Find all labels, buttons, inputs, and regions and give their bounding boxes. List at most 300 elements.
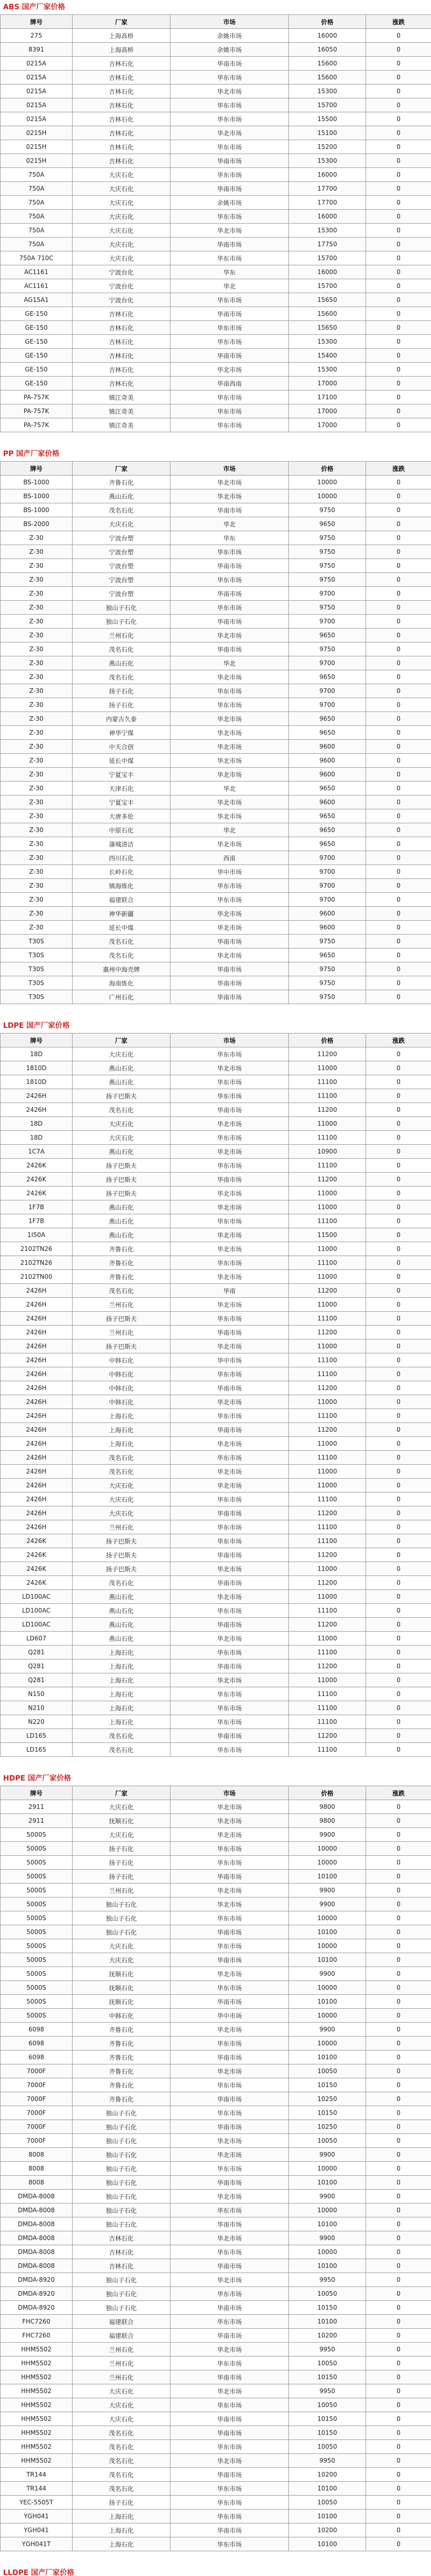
table-cell: 0 (366, 1939, 431, 1953)
table-cell: 神华新疆 (73, 907, 170, 921)
table-cell: 上海高桥 (73, 43, 170, 57)
table-cell: 华南市场 (170, 1729, 289, 1743)
table-cell: 华南市场 (170, 2217, 289, 2231)
table-cell: AG15A1 (1, 293, 73, 307)
table-row (1, 2537, 431, 2551)
column-header: 厂家 (73, 462, 170, 476)
table-cell: 0 (366, 1047, 431, 1061)
table-cell: 大庆石化 (73, 2398, 170, 2412)
price-table (0, 461, 431, 1004)
table-cell: 茂名石化 (73, 1465, 170, 1479)
table-cell: 齐鲁石化 (73, 2064, 170, 2078)
table-cell: 华东市场 (170, 1256, 289, 1270)
table-row (1, 196, 431, 210)
table-cell: 茂名石化 (73, 1729, 170, 1743)
table-cell: 茂名石化 (73, 2440, 170, 2454)
table-cell: BS-1000 (1, 476, 73, 489)
table-cell: 5000S (1, 1925, 73, 1939)
table-row (1, 418, 431, 432)
table-cell: 9650 (289, 670, 366, 684)
table-cell: 扬子石化 (73, 684, 170, 698)
table-cell: 华中市场 (170, 865, 289, 879)
table-cell: 9900 (289, 1967, 366, 1981)
table-cell: 10100 (289, 1953, 366, 1967)
table-cell: 0 (366, 573, 431, 587)
table-cell: 10200 (289, 2468, 366, 2482)
table-cell: 茂名石化 (73, 1743, 170, 1757)
table-cell: 750A 710C (1, 251, 73, 265)
table-cell: 蒲城清洁 (73, 837, 170, 851)
table-cell: 9700 (289, 851, 366, 865)
table-cell: 0 (366, 1576, 431, 1590)
table-cell: 华东市场 (170, 2510, 289, 2523)
table-row (1, 1520, 431, 1534)
table-cell: 燕山石化 (73, 1214, 170, 1228)
table-cell: 5000S (1, 1995, 73, 2009)
table-cell: Z-30 (1, 851, 73, 865)
table-cell: 扬子巴斯夫 (73, 1340, 170, 1353)
price-section (0, 1771, 431, 2551)
table-cell: 0 (366, 740, 431, 754)
table-row (1, 349, 431, 363)
table-cell: 华北市场 (170, 2231, 289, 2245)
table-row (1, 1270, 431, 1284)
table-cell: 0 (366, 1061, 431, 1075)
table-row (1, 2370, 431, 2384)
table-cell: 华南 (170, 1284, 289, 1298)
table-cell: 0 (366, 2468, 431, 2482)
table-cell: 上海高桥 (73, 29, 170, 43)
table-cell: 扬子石化 (73, 698, 170, 712)
table-row (1, 1939, 431, 1953)
table-cell: Z-30 (1, 823, 73, 837)
table-row (1, 1493, 431, 1506)
table-cell: 宁波台化 (73, 279, 170, 293)
table-cell: 吉林石化 (73, 112, 170, 126)
table-cell: 9600 (289, 754, 366, 768)
table-cell: 华南市场 (170, 587, 289, 601)
table-cell: 10050 (289, 2440, 366, 2454)
table-cell: 0 (366, 948, 431, 962)
table-cell: 0 (366, 1131, 431, 1145)
table-cell: 0 (366, 2537, 431, 2551)
column-header: 涨跌 (366, 462, 431, 476)
table-cell: 茂名石化 (73, 642, 170, 656)
table-cell: 0215H (1, 140, 73, 154)
table-cell: 华中市场 (170, 1353, 289, 1367)
table-cell: 华南市场 (170, 2329, 289, 2343)
table-cell: 大庆石化 (73, 1479, 170, 1493)
table-row (1, 140, 431, 154)
table-cell: 吉林石化 (73, 57, 170, 71)
table-cell: 0 (366, 112, 431, 126)
table-row (1, 2162, 431, 2176)
table-cell: Z-30 (1, 698, 73, 712)
table-cell: LD100AC (1, 1618, 73, 1632)
table-row (1, 279, 431, 293)
table-cell: 0 (366, 2134, 431, 2148)
table-cell: 2426K (1, 1187, 73, 1200)
table-cell: 华北市场 (170, 476, 289, 489)
table-cell: 华东市场 (170, 2245, 289, 2259)
table-cell: 9950 (289, 2343, 366, 2357)
table-cell: 余姚市场 (170, 196, 289, 210)
table-cell: GE-150 (1, 377, 73, 391)
table-cell: 0 (366, 1159, 431, 1173)
table-cell: 11100 (289, 1701, 366, 1715)
table-cell: GE-150 (1, 335, 73, 349)
table-cell: 9950 (289, 2273, 366, 2287)
table-cell: 上海石化 (73, 2510, 170, 2523)
column-header: 牌号 (1, 462, 73, 476)
table-cell: 华东市场 (170, 2537, 289, 2551)
table-cell: 0 (366, 559, 431, 573)
table-cell: 延长中煤 (73, 921, 170, 935)
table-cell: 上海石化 (73, 1715, 170, 1729)
table-cell: 2426H (1, 1395, 73, 1409)
table-cell: 茂名石化 (73, 1284, 170, 1298)
table-cell: 11200 (289, 1381, 366, 1395)
table-row (1, 476, 431, 489)
table-row (1, 1103, 431, 1117)
table-cell: 神华宁煤 (73, 726, 170, 740)
table-cell: 11200 (289, 1173, 366, 1187)
table-cell: FHC7260 (1, 2329, 73, 2343)
table-cell: 9700 (289, 865, 366, 879)
table-cell: 11200 (289, 1548, 366, 1562)
table-cell: LD100AC (1, 1604, 73, 1618)
table-cell: 华北市场 (170, 1187, 289, 1200)
table-cell: 0 (366, 2009, 431, 2023)
section-gap (0, 1757, 431, 1771)
table-cell: 0 (366, 837, 431, 851)
table-cell: 0 (366, 2301, 431, 2315)
table-cell: 茂名石化 (73, 1103, 170, 1117)
table-row (1, 726, 431, 740)
table-cell: 华南市场 (170, 2050, 289, 2064)
table-cell: FHC7260 (1, 2315, 73, 2329)
table-row (1, 1953, 431, 1967)
table-cell: 0 (366, 684, 431, 698)
table-cell: 燕山石化 (73, 1590, 170, 1604)
table-cell: 茂名石化 (73, 1576, 170, 1590)
table-cell: 大庆石化 (73, 196, 170, 210)
table-cell: 2426H (1, 1340, 73, 1353)
table-cell: 0 (366, 2440, 431, 2454)
table-cell: 0 (366, 2510, 431, 2523)
table-row (1, 2023, 431, 2037)
table-cell: AC1161 (1, 279, 73, 293)
table-cell: 10100 (289, 1995, 366, 2009)
table-cell: 华东市场 (170, 1939, 289, 1953)
table-cell: 7000F (1, 2120, 73, 2134)
table-cell: 兰州石化 (73, 1326, 170, 1340)
price-section (0, 1019, 431, 1757)
table-cell: 5000S (1, 1870, 73, 1884)
table-cell: 西南 (170, 851, 289, 865)
table-cell: 华南市场 (170, 1659, 289, 1673)
table-row (1, 684, 431, 698)
table-cell: 10100 (289, 2217, 366, 2231)
table-cell: 10100 (289, 2510, 366, 2523)
table-cell: 上海石化 (73, 2523, 170, 2537)
table-row (1, 1618, 431, 1632)
table-cell: 0 (366, 1214, 431, 1228)
table-cell: 扬子巴斯夫 (73, 1159, 170, 1173)
table-cell: 0 (366, 2259, 431, 2273)
table-cell: 15650 (289, 293, 366, 307)
table-cell: 独山子石化 (73, 2217, 170, 2231)
table-row (1, 629, 431, 642)
table-cell: 0 (366, 1729, 431, 1743)
table-cell: 0 (366, 1842, 431, 1856)
table-cell: 11200 (289, 1618, 366, 1632)
table-row (1, 698, 431, 712)
table-row (1, 1089, 431, 1103)
column-header: 牌号 (1, 15, 73, 29)
table-cell: 9600 (289, 740, 366, 754)
table-cell: 10000 (289, 1911, 366, 1925)
table-cell: 10150 (289, 2412, 366, 2426)
table-cell: 0 (366, 656, 431, 670)
table-cell: 宁波台塑 (73, 573, 170, 587)
table-row (1, 893, 431, 907)
header-row (1, 1033, 431, 1047)
table-cell: 上海石化 (73, 1409, 170, 1423)
table-cell: Z-30 (1, 712, 73, 726)
table-row (1, 2523, 431, 2537)
table-row (1, 2231, 431, 2245)
column-header: 价格 (289, 15, 366, 29)
table-cell: 0 (366, 1465, 431, 1479)
table-cell: 吉林石化 (73, 98, 170, 112)
table-row (1, 307, 431, 321)
table-cell: 吉林石化 (73, 71, 170, 84)
table-cell: 华南市场 (170, 559, 289, 573)
table-cell: 0 (366, 893, 431, 907)
table-row (1, 1884, 431, 1897)
table-cell: 750A (1, 182, 73, 196)
table-cell: 华南市场 (170, 307, 289, 321)
table-cell: 0 (366, 1687, 431, 1701)
table-cell: 华南市场 (170, 615, 289, 629)
table-row (1, 976, 431, 990)
table-cell: 0215A (1, 71, 73, 84)
table-cell: 华北市场 (170, 1395, 289, 1409)
table-cell: 9750 (289, 976, 366, 990)
table-cell: 2426K (1, 1562, 73, 1576)
table-cell: 2426H (1, 1284, 73, 1298)
table-cell: 15600 (289, 71, 366, 84)
table-row (1, 1117, 431, 1131)
table-cell: 9600 (289, 795, 366, 809)
table-cell: 1I50A (1, 1228, 73, 1242)
table-cell: 2426H (1, 1520, 73, 1534)
table-cell: Z-30 (1, 642, 73, 656)
table-cell: 0 (366, 1520, 431, 1534)
table-cell: N150 (1, 1687, 73, 1701)
table-cell: 9750 (289, 990, 366, 1004)
table-cell: 8391 (1, 43, 73, 57)
table-row (1, 335, 431, 349)
table-cell: 华北市场 (170, 1061, 289, 1075)
table-cell: 燕山石化 (73, 1145, 170, 1159)
table-row (1, 559, 431, 573)
table-row (1, 2343, 431, 2357)
table-cell: 0 (366, 43, 431, 57)
table-row (1, 1814, 431, 1828)
table-cell: 15600 (289, 307, 366, 321)
table-row (1, 851, 431, 865)
table-row (1, 71, 431, 84)
table-row (1, 823, 431, 837)
table-cell: 大庆石化 (73, 251, 170, 265)
table-cell: 15700 (289, 98, 366, 112)
table-cell: YGH041 (1, 2510, 73, 2523)
table-cell: 0 (366, 698, 431, 712)
column-header: 市场 (170, 462, 289, 476)
table-row (1, 1395, 431, 1409)
table-cell: 0 (366, 2231, 431, 2245)
table-cell: 华北市场 (170, 754, 289, 768)
table-cell: 华南市场 (170, 2523, 289, 2537)
table-cell: 扬子巴斯夫 (73, 1562, 170, 1576)
table-cell: 9650 (289, 629, 366, 642)
table-cell: BS-2000 (1, 517, 73, 531)
table-cell: Z-30 (1, 531, 73, 545)
table-cell: 吉林石化 (73, 307, 170, 321)
table-cell: 11100 (289, 1715, 366, 1729)
table-cell: 0215H (1, 126, 73, 140)
table-cell: 大庆石化 (73, 182, 170, 196)
table-cell: YGH041 (1, 2523, 73, 2537)
table-cell: 上海石化 (73, 1646, 170, 1659)
table-cell: 华南市场 (170, 976, 289, 990)
table-cell: 华东市场 (170, 601, 289, 615)
table-cell: 扬子巴斯夫 (73, 1173, 170, 1187)
table-cell: 华南市场 (170, 2301, 289, 2315)
table-row (1, 2273, 431, 2287)
table-row (1, 837, 431, 851)
table-cell: 1810D (1, 1061, 73, 1075)
table-row (1, 2357, 431, 2370)
table-cell: Z-30 (1, 921, 73, 935)
table-cell: 17700 (289, 196, 366, 210)
table-cell: 2911 (1, 1814, 73, 1828)
table-cell: 华南市场 (170, 2468, 289, 2482)
table-cell: 7000F (1, 2092, 73, 2106)
table-row (1, 2426, 431, 2440)
table-cell: 11000 (289, 1187, 366, 1200)
table-cell: 0 (366, 2357, 431, 2370)
table-cell: 华北市场 (170, 84, 289, 98)
table-cell: DMDA-8008 (1, 2231, 73, 2245)
table-cell: 16000 (289, 210, 366, 224)
table-cell: 9950 (289, 2454, 366, 2468)
table-cell: BS-1000 (1, 489, 73, 503)
table-cell: 0 (366, 1925, 431, 1939)
table-row (1, 935, 431, 948)
table-cell: 0 (366, 2078, 431, 2092)
table-cell: 5000S (1, 1981, 73, 1995)
table-row (1, 615, 431, 629)
table-cell: 15200 (289, 140, 366, 154)
table-cell: 11000 (289, 1632, 366, 1646)
table-cell: HHM5502 (1, 2384, 73, 2398)
table-cell: 0 (366, 2148, 431, 2162)
table-cell: 17000 (289, 377, 366, 391)
table-cell: 燕山石化 (73, 1632, 170, 1646)
table-cell: 华北市场 (170, 1814, 289, 1828)
table-cell: 11000 (289, 1061, 366, 1075)
table-cell: LD165 (1, 1729, 73, 1743)
table-cell: 15300 (289, 154, 366, 168)
table-row (1, 1534, 431, 1548)
table-cell: 0 (366, 1117, 431, 1131)
table-cell: 华北市场 (170, 363, 289, 377)
table-cell: 镇海炼化 (73, 879, 170, 893)
table-cell: 茂名石化 (73, 503, 170, 517)
table-cell: 华南市场 (170, 990, 289, 1004)
table-cell: 11200 (289, 1576, 366, 1590)
table-cell: 华北市场 (170, 2454, 289, 2468)
table-cell: HHM5502 (1, 2426, 73, 2440)
table-cell: 0 (366, 154, 431, 168)
table-row (1, 768, 431, 782)
table-cell: 11100 (289, 1256, 366, 1270)
table-cell: 18D (1, 1117, 73, 1131)
table-cell: 0 (366, 2190, 431, 2204)
table-cell: 扬子巴斯夫 (73, 1089, 170, 1103)
table-cell: 11100 (289, 1493, 366, 1506)
price-table (0, 14, 431, 432)
table-cell: Z-30 (1, 656, 73, 670)
table-cell: 华南市场 (170, 2176, 289, 2190)
table-cell: HHM5502 (1, 2440, 73, 2454)
table-cell: 0 (366, 865, 431, 879)
table-cell: 9900 (289, 2190, 366, 2204)
table-cell: 华东市场 (170, 1131, 289, 1145)
table-cell: 7000F (1, 2064, 73, 2078)
table-cell: 8008 (1, 2176, 73, 2190)
table-cell: 11000 (289, 1465, 366, 1479)
table-cell: 华北市场 (170, 2273, 289, 2287)
table-cell: 10000 (289, 2204, 366, 2217)
table-cell: 华东市场 (170, 1047, 289, 1061)
table-cell: 11100 (289, 1089, 366, 1103)
table-cell: 0 (366, 2454, 431, 2468)
table-cell: 华南市场 (170, 2092, 289, 2106)
table-cell: 15300 (289, 84, 366, 98)
table-cell: 宁夏宝丰 (73, 768, 170, 782)
table-cell: T30S (1, 990, 73, 1004)
column-header: 市场 (170, 15, 289, 29)
table-cell: 9900 (289, 2231, 366, 2245)
table-cell: 0 (366, 1897, 431, 1911)
table-cell: 抚顺石化 (73, 1995, 170, 2009)
table-cell: 华东市场 (170, 1409, 289, 1423)
table-cell: 0 (366, 1075, 431, 1089)
table-cell: 燕山石化 (73, 1604, 170, 1618)
table-cell: 0 (366, 1562, 431, 1576)
table-cell: 扬子石化 (73, 1856, 170, 1870)
table-cell: 吉林石化 (73, 154, 170, 168)
table-cell: DMDA-8008 (1, 2190, 73, 2204)
table-cell: 16000 (289, 265, 366, 279)
table-cell: 2911 (1, 1800, 73, 1814)
section-title: LDPE 国产厂家价格 (0, 1019, 431, 1033)
table-cell: 华南西南 (170, 377, 289, 391)
